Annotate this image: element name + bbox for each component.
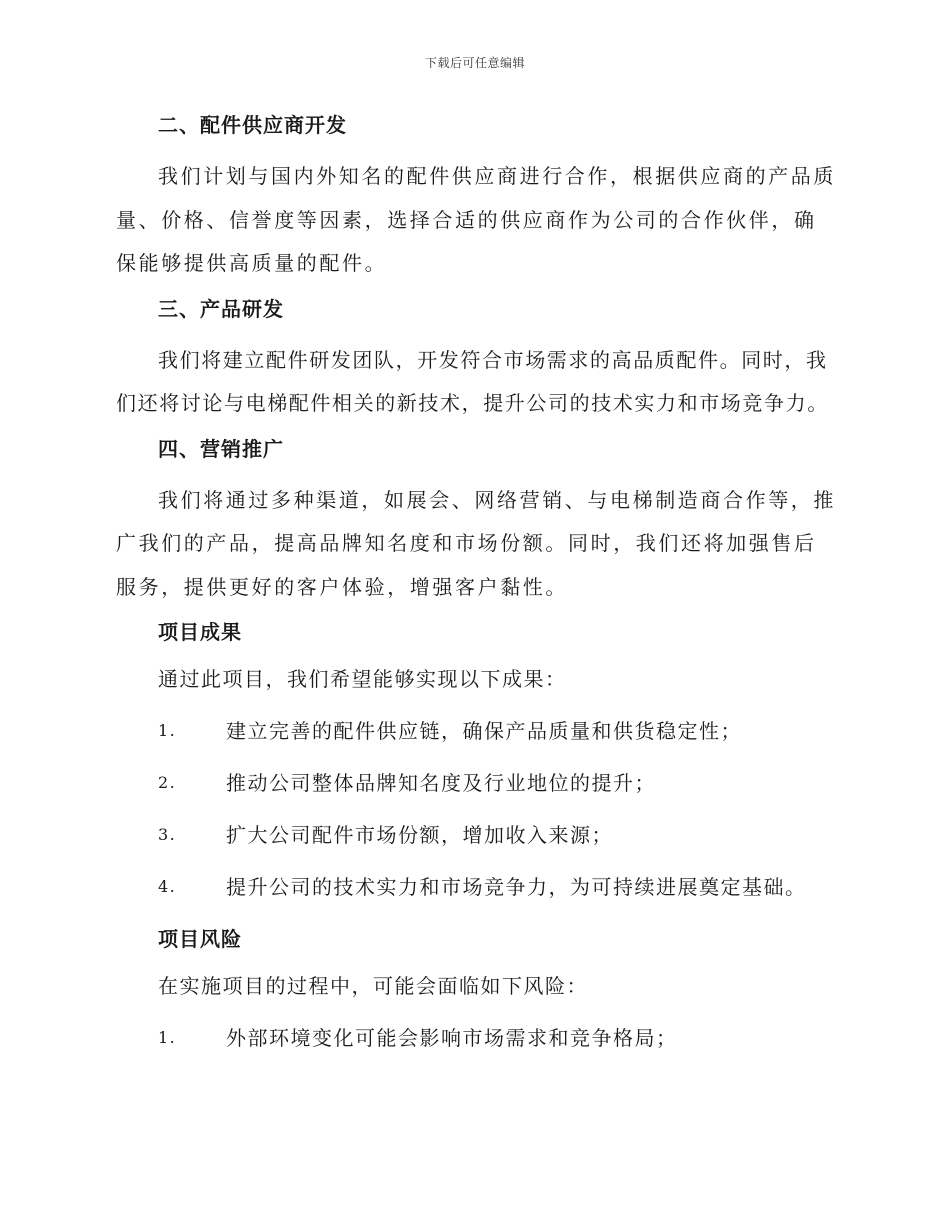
list-text: 建立完善的配件供应链，确保产品质量和供货稳定性； — [226, 719, 742, 743]
list-item — [158, 1021, 836, 1055]
section-body-supplier: 我们计划与国内外知名的配件供应商进行合作，根据供应商的产品质量、价格、信誉度等因素，选择合适的供应商作为公司的合作伙伴，确保能够提供高质量的配件。 — [116, 164, 836, 275]
section-body-rnd: 我们将建立配件研发团队，开发符合市场需求的高品质配件。同时，我们还将讨论与电梯配件相关的新技术，提升公司的技术实力和市场竞争力。 — [116, 347, 829, 415]
section-heading-marketing: 四、营销推广 — [158, 436, 284, 461]
list-text: 外部环境变化可能会影响市场需求和竞争格局； — [226, 1026, 678, 1050]
page-header: 下载后可任意编辑 — [424, 56, 525, 70]
list-item — [158, 870, 836, 904]
document-body — [116, 108, 836, 1073]
section-heading-risks: 项目风险 — [158, 927, 242, 951]
section-heading-supplier: 二、配件供应商开发 — [158, 113, 347, 137]
list-item — [158, 766, 836, 800]
section-heading-rnd: 三、产品研发 — [158, 296, 284, 321]
list-text: 扩大公司配件市场份额，增加收入来源； — [226, 823, 613, 847]
list-number: 1. — [158, 721, 177, 740]
section-heading-results: 项目成果 — [158, 620, 242, 644]
list-text: 推动公司整体品牌知名度及行业地位的提升； — [226, 771, 656, 795]
list-number: 2. — [158, 773, 177, 792]
list-text: 提升公司的技术实力和市场竞争力，为可持续进展奠定基础。 — [226, 875, 807, 899]
list-number: 3. — [158, 825, 177, 844]
list-number: 4. — [158, 877, 177, 896]
results-intro: 通过此项目，我们希望能够实现以下成果： — [158, 667, 567, 691]
list-number: 1. — [158, 1028, 177, 1047]
list-item — [158, 714, 836, 748]
risks-intro: 在实施项目的过程中，可能会面临如下风险： — [158, 974, 588, 998]
list-item — [158, 818, 836, 852]
section-body-marketing: 我们将通过多种渠道，如展会、网络营销、与电梯制造商合作等，推广我们的产品，提高品牌知名度和市场份额。同时，我们还将加强售后服务，提供更好的客户体验，增强客户黏性。 — [116, 487, 836, 599]
